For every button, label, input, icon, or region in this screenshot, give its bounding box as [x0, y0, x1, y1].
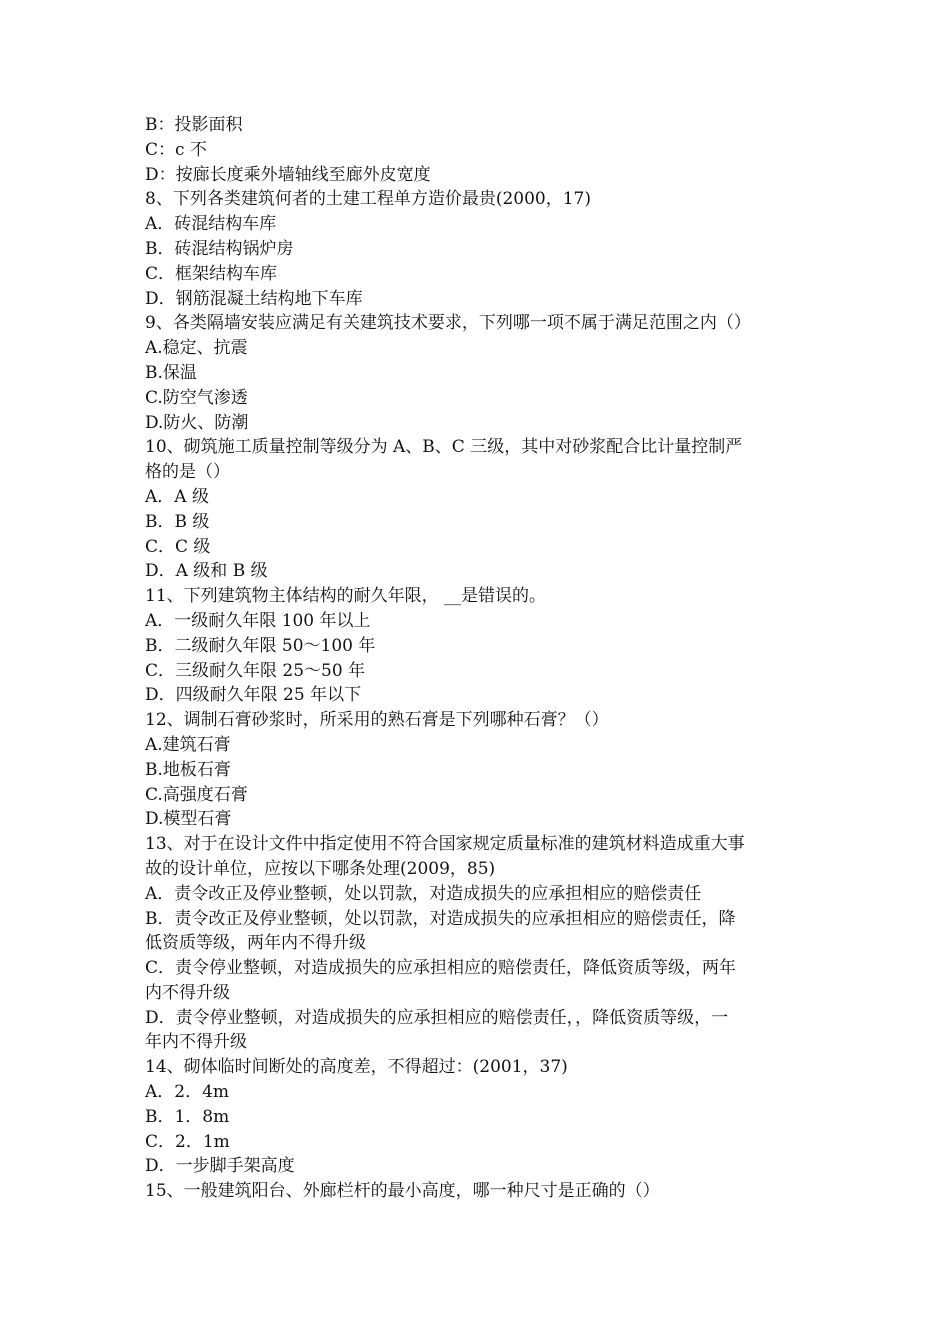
option-line: D．钢筋混凝土结构地下车库: [145, 288, 363, 309]
option-line: D．A 级和 B 级: [145, 561, 268, 582]
option-line: A．一级耐久年限 100 年以上: [145, 610, 371, 631]
option-line: A.稳定、抗震: [145, 338, 248, 359]
question-8: 8、下列各类建筑何者的土建工程单方造价最贵(2000，17): [145, 189, 591, 210]
option-line: A．责令改正及停业整顿，处以罚款，对造成损失的应承担相应的赔偿责任: [145, 883, 702, 904]
option-line: C．C 级: [145, 536, 211, 557]
option-line: A．砖混结构车库: [145, 214, 277, 235]
question-12: 12、调制石膏砂浆时，所采用的熟石膏是下列哪种石膏？（）: [145, 710, 609, 731]
question-14: 14、砌体临时间断处的高度差，不得超过：(2001，37): [145, 1057, 568, 1078]
option-line: D．责令停业整顿，对造成损失的应承担相应的赔偿责任，，降低资质等级，一: [145, 1007, 729, 1028]
option-line-cont: 内不得升级: [145, 982, 230, 1003]
question-15: 15、一般建筑阳台、外廊栏杆的最小高度，哪一种尺寸是正确的（）: [145, 1181, 660, 1202]
option-line: C．2．1m: [145, 1131, 230, 1152]
option-line: D.模型石膏: [145, 809, 232, 830]
option-line: A．2．4m: [145, 1082, 230, 1103]
question-9: 9、各类隔墙安装应满足有关建筑技术要求，下列哪一项不属于满足范围之内（）: [145, 313, 751, 334]
document-body: [145, 113, 810, 1204]
option-line: C．框架结构车库: [145, 263, 278, 284]
option-line: D.防火、防潮: [145, 412, 249, 433]
option-line: A．A 级: [145, 486, 209, 507]
option-line: C．责令停业整顿，对造成损失的应承担相应的赔偿责任，降低资质等级，两年: [145, 958, 737, 979]
option-line-cont: 低资质等级，两年内不得升级: [145, 933, 366, 954]
question-10: 10、砌筑施工质量控制等级分为 A、B、C 三级，其中对砂浆配合比计量控制严: [145, 437, 743, 458]
text-line: B：投影面积: [145, 115, 243, 135]
question-13-cont: 故的设计单位，应按以下哪条处理(2009，85): [145, 858, 496, 879]
option-line: C.高强度石膏: [145, 784, 248, 805]
option-line: A.建筑石膏: [145, 734, 231, 755]
option-line: B.地板石膏: [145, 759, 231, 780]
question-11: 11、下列建筑物主体结构的耐久年限， __是错误的。: [145, 586, 547, 607]
text-line: D：按廊长度乘外墙轴线至廊外皮宽度: [145, 164, 431, 185]
question-10-cont: 格的是（）: [145, 462, 230, 483]
option-line: B．二级耐久年限 50～100 年: [145, 635, 376, 656]
option-line: C．三级耐久年限 25～50 年: [145, 660, 366, 681]
option-line: C.防空气渗透: [145, 387, 248, 408]
option-line: B．责令改正及停业整顿，处以罚款，对造成损失的应承担相应的赔偿责任，降: [145, 908, 736, 929]
option-line: D．四级耐久年限 25 年以下: [145, 685, 362, 706]
option-line: D．一步脚手架高度: [145, 1156, 295, 1177]
option-line: B.保温: [145, 362, 197, 383]
text-line: C：c 不: [145, 139, 207, 160]
option-line: B．B 级: [145, 511, 210, 532]
option-line: B．1．8m: [145, 1106, 230, 1127]
question-13: 13、对于在设计文件中指定使用不符合国家规定质量标准的建筑材料造成重大事: [145, 834, 745, 855]
option-line: B．砖混结构锅炉房: [145, 238, 294, 259]
option-line-cont: 年内不得升级: [145, 1032, 247, 1053]
